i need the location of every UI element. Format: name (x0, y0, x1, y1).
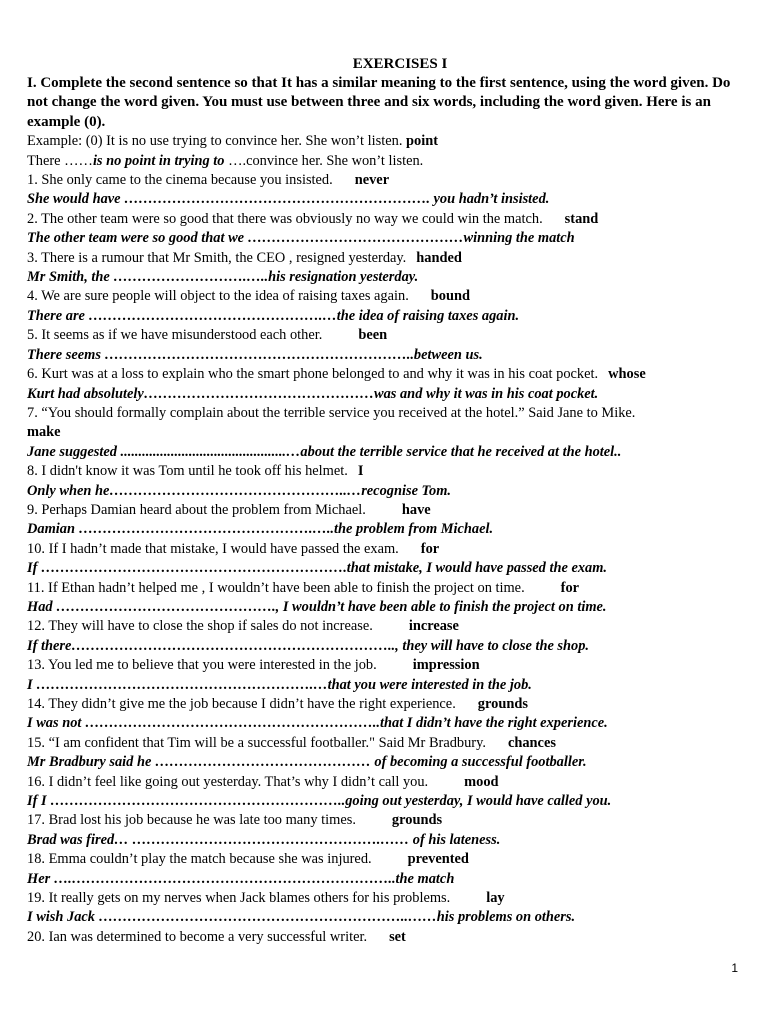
exercise-answer-line: Mr Bradbury said he ……………………………………… of becoming a successful footballer. (27, 754, 587, 771)
exercise-prompt-text: 7. “You should formally complain about the terrible service you received at the hotel.” Said Jane to Mike. (27, 404, 636, 421)
exercise-prompt (27, 889, 743, 908)
exercise-keyword: I (357, 463, 364, 480)
exercise-answer-line: Had ………………………………………., I wouldn’t have been able to finish the project on time. (27, 598, 607, 615)
exercise-keyword: make (27, 424, 61, 441)
exercise-prompt (27, 850, 743, 869)
exercise-list (27, 171, 743, 947)
exercise-prompt-text: 6. Kurt was at a loss to explain who the smart phone belonged to and why it was in his coat pocket. (27, 366, 599, 383)
exercise-prompt (27, 695, 743, 714)
exercise-prompt (27, 617, 743, 636)
instructions: I. Complete the second sentence so that It has a similar meaning to the first sentence, using the word given. Do not change the word given. You must use between three and six words, including the word given. Here is an example (0). (27, 75, 731, 130)
exercise-answer-line: Only when he…………………………………………..…recognise Tom. (27, 482, 452, 499)
exercise-prompt-text: 1. She only came to the cinema because you insisted. (27, 172, 333, 189)
exercise-prompt (27, 501, 743, 520)
exercise-keyword: bound (430, 288, 471, 305)
exercise-prompt-text: 12. They will have to close the shop if sales do not increase. (27, 618, 373, 635)
exercise-prompt-text: 13. You led me to believe that you were interested in the job. (27, 657, 377, 674)
exercise-prompt-text: 16. I didn’t feel like going out yesterday. That’s why I didn’t call you. (27, 773, 429, 790)
exercise-prompt-text: 15. “I am confident that Tim will be a successful footballer." Said Mr Bradbury. (27, 734, 486, 751)
exercise-prompt (27, 404, 743, 423)
exercise-keyword-line (27, 423, 743, 442)
exercise-keyword: grounds (477, 696, 528, 712)
exercise-answer-line: There are ………………………………………….…the idea of raising taxes again. (27, 307, 520, 324)
exercise-answer-line: If I ……………………………………………………..going out yesterday, I would have called you. (27, 793, 612, 810)
exercise-prompt-text: 17. Brad lost his job because he was late too many times. (27, 812, 356, 829)
exercise-prompt-text: 5. It seems as if we have misunderstood each other. (27, 327, 323, 344)
exercise-prompt (27, 656, 743, 675)
exercise-prompt-text: 2. The other team were so good that there was obviously no way we could win the match. (27, 210, 543, 227)
example-keyword: point (406, 133, 439, 150)
exercise-prompt (27, 365, 743, 384)
exercise-keyword: chances (507, 734, 556, 751)
exercise-answer-line: Brad was fired… …………………………………………….…… of his lateness. (27, 831, 501, 848)
exercise-prompt (27, 249, 743, 268)
exercise-answer-line: She would have ………………………………………………………. you hadn’t insisted. (27, 191, 550, 208)
exercise-keyword: set (389, 928, 406, 945)
exercise-keyword: have (401, 501, 431, 518)
exercise-prompt-text: 9. Perhaps Damian heard about the problem from Michael. (27, 501, 366, 518)
exercise-prompt (27, 171, 743, 190)
exercise-answer-line: If ……………………………………………………….that mistake, I would have passed the exam. (27, 560, 608, 577)
exercise-keyword: handed (416, 249, 462, 266)
example-answer-prefix: There …… (27, 152, 93, 169)
exercise-keyword: impression (412, 657, 480, 674)
exercise-answer-line: Jane suggested ..............................................…about the terrible service that he received at the hotel.. (27, 443, 622, 460)
exercise-keyword: for (420, 540, 440, 557)
exercise-prompt-text: 3. There is a rumour that Mr Smith, the CEO , resigned yesterday. (27, 249, 407, 266)
exercise-prompt-text: 18. Emma couldn’t play the match because she was injured. (27, 851, 372, 868)
exercise-prompt (27, 734, 743, 753)
example-answer-suffix: ….convince her. She won’t listen. (224, 152, 424, 169)
exercise-answer-line: Mr Smith, the ……………………….…..his resignation yesterday. (27, 269, 419, 286)
exercise-keyword: never (354, 172, 390, 189)
exercise-prompt-text: 4. We are sure people will object to the idea of raising taxes again. (27, 288, 409, 305)
exercise-keyword: grounds (391, 812, 443, 829)
exercise-prompt (27, 928, 743, 947)
exercise-prompt (27, 287, 743, 306)
exercise-answer-line: There seems ………………………………………………………..between us. (27, 346, 483, 363)
example-answer (27, 152, 743, 171)
exercise-prompt-text: 8. I didn't know it was Tom until he took off his helmet. (27, 463, 348, 480)
example-answer-fill: is no point in trying to (92, 152, 225, 169)
exercise-prompt-text: 10. If I hadn’t made that mistake, I would have passed the exam. (27, 540, 399, 557)
exercise-keyword: stand (564, 210, 599, 227)
exercise-keyword: whose (608, 366, 646, 383)
page-title: EXERCISES I (352, 56, 448, 72)
exercise-prompt-text: 19. It really gets on my nerves when Jack blames others for his problems. (27, 890, 451, 907)
exercise-answer-line: I was not ……………………………………………………..that I didn’t have the right experience. (27, 715, 608, 732)
exercise-prompt-text: 14. They didn’t give me the job because I didn’t have the right experience. (27, 696, 456, 712)
exercise-answer-line: Damian ………………………………………….…..the problem from Michael. (27, 521, 494, 538)
exercise-prompt (27, 210, 743, 229)
exercise-answer-line: Her ….…………………………………………………………..the match (27, 870, 455, 887)
example-label: Example: (0) It is no use trying to convince her. She won’t listen. (27, 133, 403, 150)
exercise-answer-line: Kurt had absolutely…………………………………………was and why it was in his coat pocket. (27, 385, 599, 402)
exercise-prompt (27, 326, 743, 345)
exercise-answer-line: If there………………………………………………………….., they will have to close the shop. (27, 637, 590, 654)
exercise-keyword: for (560, 579, 580, 596)
exercise-prompt (27, 462, 743, 481)
exercise-prompt (27, 773, 743, 792)
exercise-prompt-text: 11. If Ethan hadn’t helped me , I wouldn’t have been able to finish the project on time. (27, 579, 525, 596)
example-prompt (27, 132, 743, 151)
exercise-answer-line: The other team were so good that we ………………………………………winning the match (27, 230, 575, 247)
exercise-keyword: lay (486, 890, 505, 907)
exercise-prompt (27, 579, 743, 598)
exercise-keyword: mood (464, 773, 499, 790)
exercise-prompt-text: 20. Ian was determined to become a very successful writer. (27, 928, 368, 945)
exercise-answer-line: I ………………………………………………….…that you were interested in the job. (27, 676, 532, 693)
exercise-prompt (27, 811, 743, 830)
page-number: 1 (731, 961, 738, 975)
exercise-answer-line: I wish Jack ………………………………………………………..……his problems on others. (27, 909, 576, 926)
exercise-keyword: prevented (407, 851, 469, 868)
exercise-keyword: increase (408, 618, 459, 635)
exercise-prompt (27, 540, 743, 559)
worksheet-page (27, 55, 743, 947)
exercise-keyword: been (358, 327, 388, 344)
